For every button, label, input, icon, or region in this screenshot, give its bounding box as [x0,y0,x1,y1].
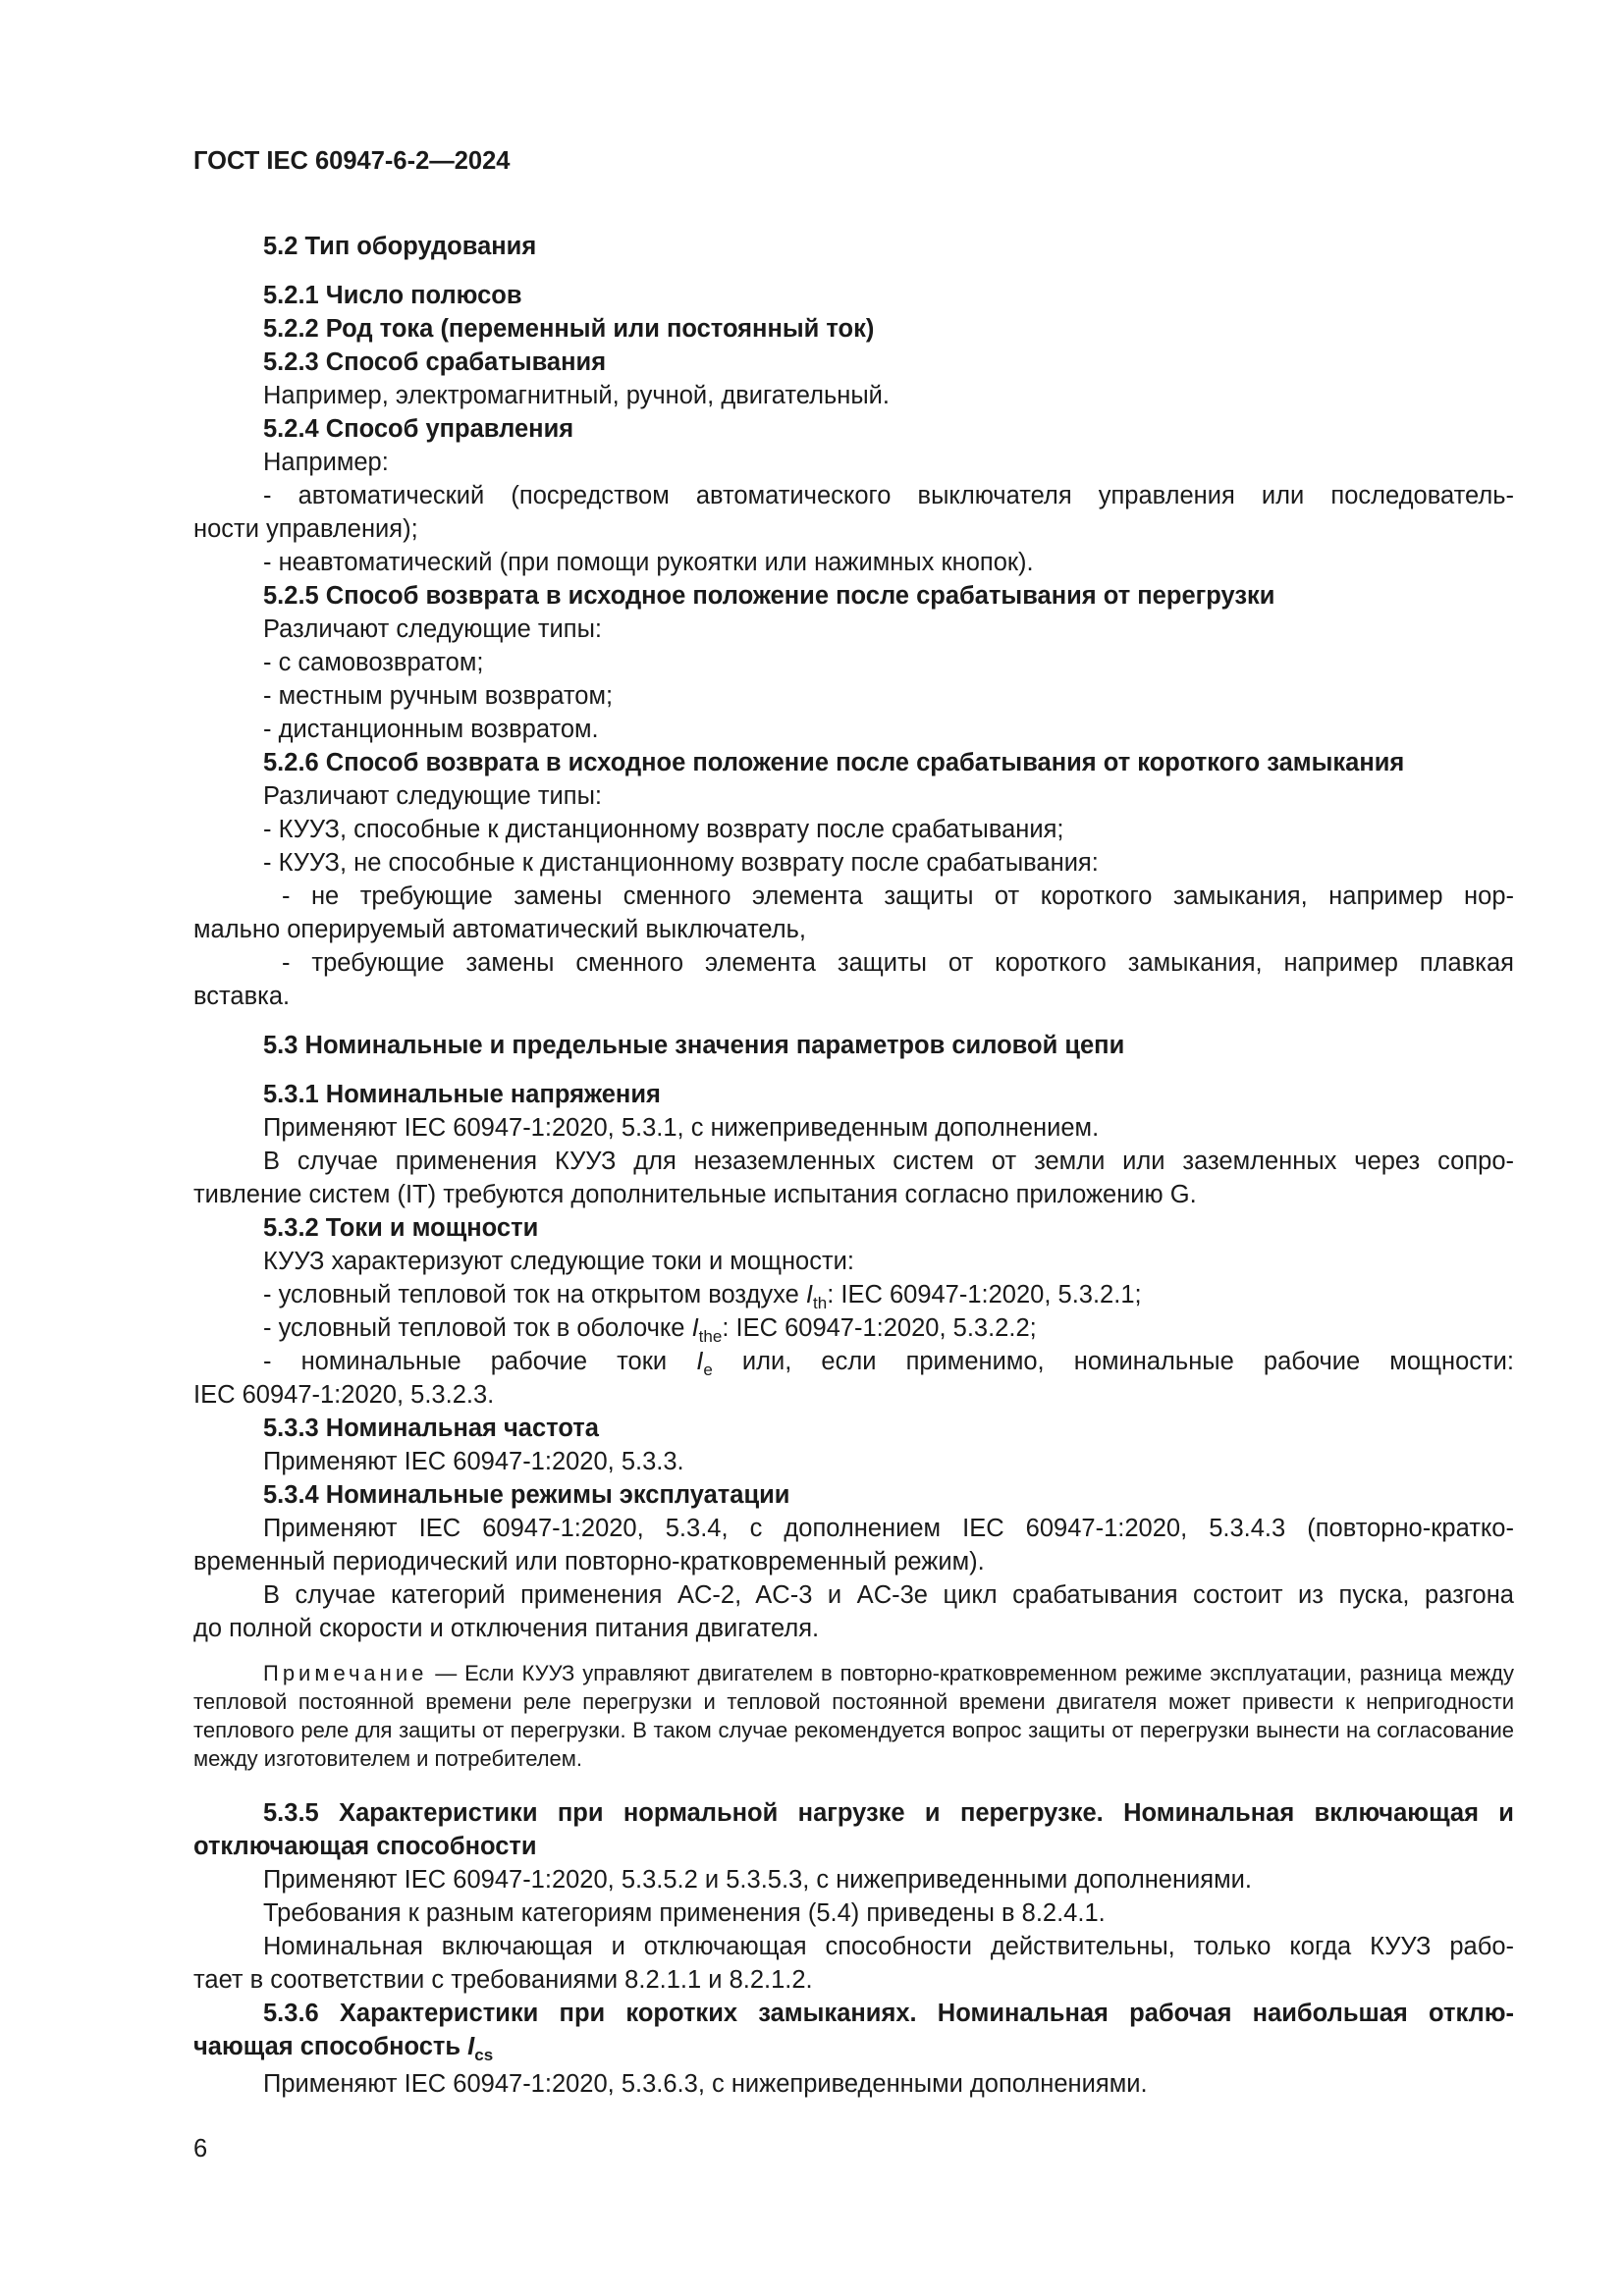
list-item: - КУУЗ, способные к дистанционному возврату после срабатывания; [263,816,1064,843]
subsection-heading: 5.2.3 Способ срабатывания [263,348,607,376]
list-item: - условный тепловой ток на открытом воздухе $I_{th}$: IEC 60947-1:2020, 5.3.2.1; [263,1281,1142,1312]
current-subscript: e [703,1361,713,1379]
list-item: - дистанционным возвратом. [263,716,599,743]
subsection-heading: 5.3.6 Характеристики при коротких замыканиях. Номинальная рабочая наибольшая отклю- [263,2000,1514,2027]
subsection-heading: 5.3.3 Номинальная частота [263,1415,599,1442]
subsection-heading: 5.2.5 Способ возврата в исходное положение после срабатывания от перегрузки [263,582,1275,610]
paragraph: Различают следующие типы: [263,782,603,810]
paragraph: Применяют IEC 60947-1:2020, 5.3.1, с нижеприведенным дополнением. [263,1114,1100,1142]
list-item: - требующие замены сменного элемента защиты от короткого замыкания, например плавкая [282,949,1514,977]
list-item-continuation: IEC 60947-1:2020, 5.3.2.3. [193,1381,495,1409]
list-item-continuation: вставка. [193,983,291,1010]
subsection-heading: 5.2.1 Число полюсов [263,282,522,309]
current-symbol: I [467,2033,475,2060]
current-subscript: th [813,1294,828,1312]
paragraph: Например: [263,449,389,476]
section-heading: 5.3 Номинальные и предельные значения параметров силовой цепи [263,1032,1125,1059]
current-subscript: cs [474,2046,494,2064]
paragraph: Применяют IEC 60947-1:2020, 5.3.6.3, с нижеприведенными дополнениями. [263,2070,1148,2098]
subsection-heading: 5.3.5 Характеристики при нормальной нагрузке и перегрузке. Номинальная включающая и [263,1799,1514,1827]
subsection-heading-continuation: отключающая способности [193,1833,537,1860]
current-symbol: I [805,1281,813,1308]
list-item: - автоматический (посредством автоматического выключателя управления или последователь- [263,482,1514,509]
paragraph: Требования к разным категориям применения (5.4) приведены в 8.2.4.1. [263,1899,1106,1927]
list-item: - неавтоматический (при помощи рукоятки или нажимных кнопок). [263,549,1034,576]
list-item: - не требующие замены сменного элемента защиты от короткого замыкания, например нор- [282,882,1514,910]
list-item-continuation: мально оперируемый автоматический выключатель, [193,916,806,943]
paragraph: В случае применения КУУЗ для незаземленных систем от земли или заземленных через сопро- [263,1148,1514,1175]
list-item: - КУУЗ, не способные к дистанционному возврату после срабатывания: [263,849,1099,877]
paragraph: Применяют IEC 60947-1:2020, 5.3.4, с дополнением IEC 60947-1:2020, 5.3.4.3 (повторно-кратко- [263,1515,1514,1542]
list-item-continuation: ности управления); [193,515,418,543]
note-label: Примечание [263,1661,428,1685]
current-symbol: I [696,1348,704,1375]
paragraph: Номинальная включающая и отключающая способности действительны, только когда КУУЗ рабо- [263,1933,1514,1960]
subsection-heading: 5.2.6 Способ возврата в исходное положение после срабатывания от короткого замыкания [263,749,1405,776]
note-text: — Если КУУЗ управляют двигателем в повторно-кратковременном режиме эксплуатации, разница между тепловой постоянной времени реле перегрузки и тепловой постоянной времени двигателя может привести к непригодности теплового реле для защиты от перегрузки. В таком случае рекомендуется вопрос защиты от перегрузки вынести на согласование между изготовителем и потребителем. [193,1661,1514,1771]
paragraph: Применяют IEC 60947-1:2020, 5.3.3. [263,1448,684,1475]
subsection-heading-continuation: чающая способность $I_{cs}$ [193,2033,494,2064]
note [193,1659,1514,1773]
subsection-heading: 5.3.2 Токи и мощности [263,1214,539,1242]
subsection-heading: 5.3.1 Номинальные напряжения [263,1081,661,1108]
list-item: - номинальные рабочие токи $I_e$ или, если применимо, номинальные рабочие мощности: [263,1348,1515,1379]
paragraph: Например, электромагнитный, ручной, двигательный. [263,382,891,409]
subsection-heading: 5.3.4 Номинальные режимы эксплуатации [263,1481,790,1509]
current-subscript: the [698,1327,723,1346]
paragraph: В случае категорий применения AC-2, AC-3 и AC-3e цикл срабатывания состоит из пуска, разгона [263,1581,1514,1609]
paragraph-continuation: тивление систем (IT) требуются дополнительные испытания согласно приложению G. [193,1181,1197,1208]
paragraph-continuation: временный периодический или повторно-кратковременный режим). [193,1548,985,1575]
page-number: 6 [193,2135,208,2163]
list-item: - условный тепловой ток в оболочке $I_{the}$: IEC 60947-1:2020, 5.3.2.2; [263,1314,1037,1346]
paragraph-continuation: тает в соответствии с требованиями 8.2.1.1 и 8.2.1.2. [193,1966,813,1994]
subsection-heading: 5.2.2 Род тока (переменный или постоянный ток) [263,315,875,343]
subsection-heading: 5.2.4 Способ управления [263,415,574,443]
paragraph: КУУЗ характеризуют следующие токи и мощности: [263,1248,855,1275]
document-header: ГОСТ IEC 60947-6-2—2024 [193,147,511,175]
list-item: - местным ручным возвратом; [263,682,614,710]
current-symbol: I [691,1314,699,1342]
paragraph: Различают следующие типы: [263,615,603,643]
paragraph: Применяют IEC 60947-1:2020, 5.3.5.2 и 5.3.5.3, с нижеприведенными дополнениями. [263,1866,1252,1894]
list-item: - с самовозвратом; [263,649,484,676]
paragraph-continuation: до полной скорости и отключения питания двигателя. [193,1615,820,1642]
section-heading: 5.2 Тип оборудования [263,233,537,260]
